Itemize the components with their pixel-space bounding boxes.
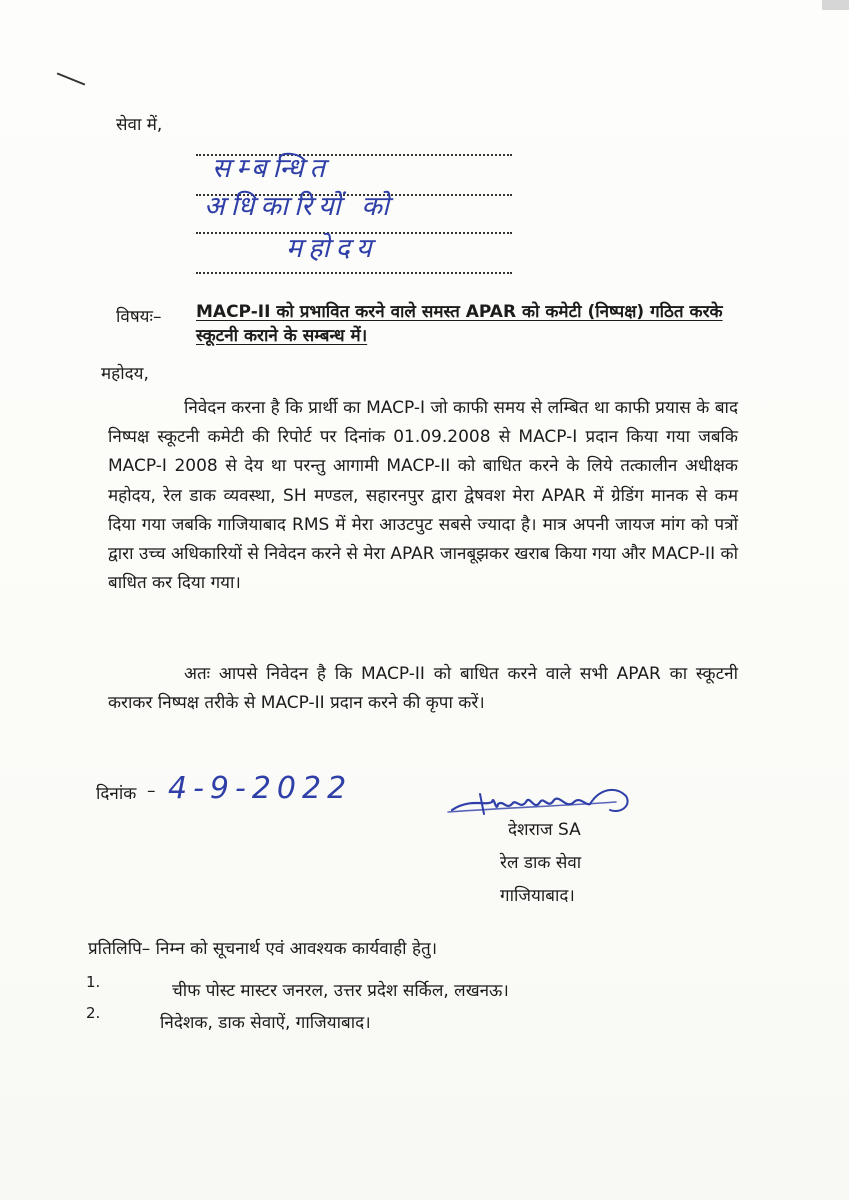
body-paragraph-2: अतः आपसे निवेदन है कि MACP-II को बाधित करने वाले सभी APAR का स्कूटनी कराकर निष्पक्ष तरीके से MACP-II प्रदान करने की कृपा करें। [108,664,738,714]
copy-to-heading: प्रतिलिपि– निम्न को सूचनार्थ एवं आवश्यक कार्यवाही हेतु। [88,939,438,959]
addressee-line-2: अधिकारियों को [204,191,395,222]
sender-name: देशराज SA [508,820,581,840]
subject-label: विषयः– [116,307,162,327]
stray-pen-mark [57,72,86,85]
addressee-dotted-line-4 [196,272,512,274]
date-label: दिनांक [96,784,137,804]
copy-item-number: 1. [86,973,101,991]
greeting: महोदय, [101,364,149,384]
sender-department: रेल डाक सेवा [500,853,582,873]
sender-city: गाजियाबाद। [500,886,575,906]
scan-corner-mark [822,0,849,10]
addressee-line-1: सम्बन्धित [212,153,331,184]
copy-item-number: 2. [86,1004,101,1022]
copy-item-text: चीफ पोस्ट मास्टर जनरल, उत्तर प्रदेश सर्किल, लखनऊ। [172,981,509,1001]
salutation: सेवा में, [116,115,163,135]
date-dash: – [147,781,156,801]
handwritten-date: 4-9-2022 [168,771,353,806]
body-paragraph-1: निवेदन करना है कि प्रार्थी का MACP-I जो काफी समय से लम्बित था काफी प्रयास के बाद निष्पक्ष स्कूटनी कमेटी की रिपोर्ट पर दिनांक 01.09.2008 से MACP-I प्रदान किया गया जबकि MACP-I 2008 से देय था परन्तु आगामी MACP-II को बाधित करने के लिये तत्कालीन अधीक्षक महोदय, रेल डाक व्यवस्था, SH मण्डल, सहारनपुर द्वारा द्वेषवश मेरा APAR में ग्रेडिंग मानक से कम दिया गया जबकि गाजियाबाद RMS में मेरा आउटपुट सबसे ज्यादा है। मात्र अपनी जायज मांग को पत्रों द्वारा उच्च अधिकारियों से निवेदन करने से मेरा APAR जानबूझकर खराब किया गया और MACP-II को बाधित कर दिया गया। [108,398,738,594]
copy-item-text: निदेशक, डाक सेवाऐं, गाजियाबाद। [160,1013,371,1033]
subject-text: MACP-II को प्रभावित करने वाले समस्त APAR को कमेटी (निष्पक्ष) गठित करके स्कूटनी कराने के सम्बन्ध में। [196,302,723,346]
addressee-line-3: महोदय [286,233,378,264]
